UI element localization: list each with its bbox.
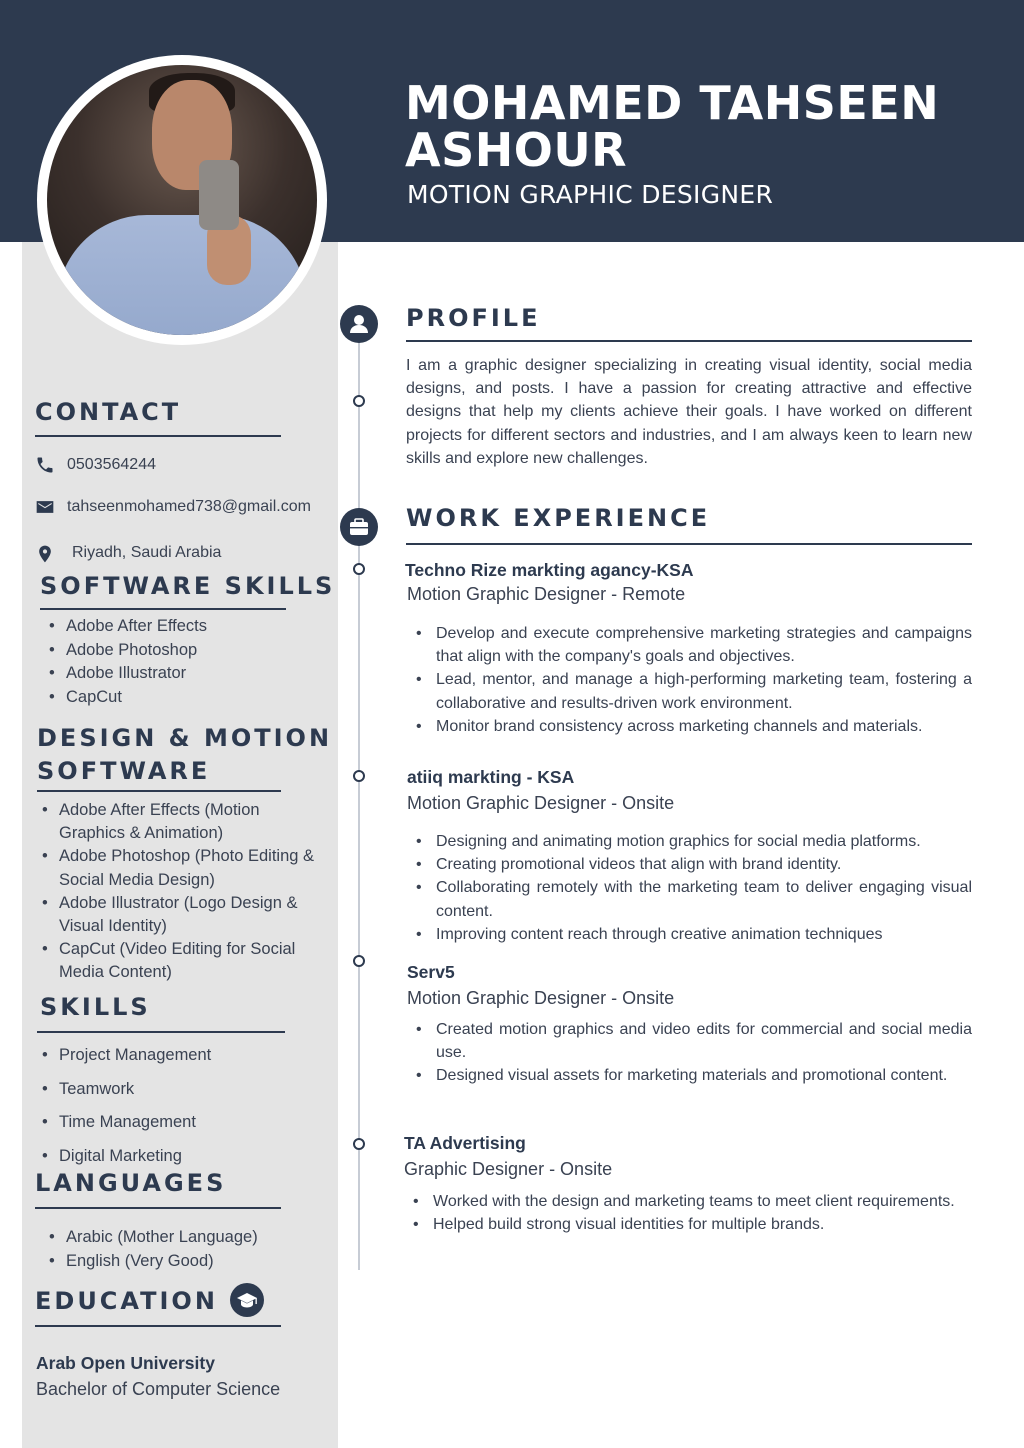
list-item: • Teamwork	[37, 1073, 211, 1107]
design-motion-heading-line-2: SOFTWARE	[37, 757, 211, 785]
languages-list	[44, 1226, 258, 1273]
list-item: • Creating promotional videos that align with brand identity.	[406, 853, 972, 876]
job-title: MOTION GRAPHIC DESIGNER	[407, 180, 774, 209]
list-item: • Adobe Illustrator (Logo Design & Visual Identity)	[37, 892, 314, 938]
profile-rule	[406, 340, 972, 342]
job-duties	[403, 1190, 969, 1236]
timeline-dot	[353, 1138, 365, 1150]
timeline-dot	[353, 955, 365, 967]
job-duties	[406, 1018, 972, 1088]
list-item: • Project Management	[37, 1039, 211, 1073]
job-role: Motion Graphic Designer - Onsite	[407, 793, 675, 813]
timeline-line	[358, 330, 360, 1270]
job-role: Graphic Designer - Onsite	[404, 1159, 613, 1179]
job-company: atiiq markting - KSA	[407, 767, 575, 787]
list-item: • Worked with the design and marketing teams to meet client requirements.	[403, 1190, 969, 1213]
list-item: • CapCut (Video Editing for Social Media Content)	[37, 938, 314, 984]
education-degree: Bachelor of Computer Science	[36, 1379, 281, 1399]
design-motion-heading	[37, 722, 332, 788]
list-item: • English (Very Good)	[44, 1250, 258, 1274]
location-pin-icon	[35, 543, 57, 563]
profile-heading: PROFILE	[406, 304, 541, 332]
location-text: Riyadh, Saudi Arabia	[72, 544, 222, 561]
list-item: • Adobe Photoshop (Photo Editing & Social Media Design)	[37, 845, 314, 891]
contact-email	[35, 497, 311, 517]
job-role: Motion Graphic Designer - Onsite	[407, 988, 675, 1008]
list-item: • Created motion graphics and video edits for commercial and social media use.	[406, 1018, 972, 1064]
education-rule	[35, 1325, 281, 1327]
timeline-dot	[353, 770, 365, 782]
list-item: • Adobe Photoshop	[44, 639, 207, 663]
education-heading: EDUCATION	[35, 1287, 218, 1315]
contact-rule	[35, 435, 281, 437]
profile-photo	[47, 65, 317, 335]
list-item: • Digital Marketing	[37, 1140, 211, 1174]
list-item: • Collaborating remotely with the marketing team to deliver engaging visual content.	[406, 876, 972, 922]
briefcase-icon	[340, 508, 378, 546]
software-skills-list	[44, 615, 207, 709]
list-item: • Lead, mentor, and manage a high-performing marketing team, fostering a collaborative and results-driven work environment.	[406, 668, 972, 714]
list-item: • Time Management	[37, 1106, 211, 1140]
list-item: • Improving content reach through creative animation techniques	[406, 923, 972, 946]
job-company: TA Advertising	[404, 1133, 526, 1153]
phone-icon	[35, 455, 57, 475]
design-motion-rule	[37, 790, 281, 792]
graduation-cap-icon	[230, 1283, 264, 1317]
job-company: Serv5	[407, 962, 455, 982]
person-name	[405, 76, 1005, 177]
name-line-1: MOHAMED TAHSEEN	[405, 76, 940, 130]
list-item: • CapCut	[44, 686, 207, 710]
list-item: • Develop and execute comprehensive marketing strategies and campaigns that align with the company's goals and objectives.	[406, 622, 972, 668]
list-item: • Helped build strong visual identities for multiple brands.	[403, 1213, 969, 1236]
job-duties	[406, 622, 972, 738]
contact-location	[35, 543, 221, 563]
contact-heading: CONTACT	[35, 398, 182, 426]
languages-heading: LANGUAGES	[35, 1169, 227, 1197]
languages-rule	[35, 1207, 281, 1209]
job-role: Motion Graphic Designer - Remote	[407, 584, 686, 604]
list-item: • Arabic (Mother Language)	[44, 1226, 258, 1250]
contact-phone	[35, 455, 156, 475]
list-item: • Monitor brand consistency across marketing channels and materials.	[406, 715, 972, 738]
job-company: Techno Rize markting agancy-KSA	[405, 560, 694, 580]
list-item: • Designed visual assets for marketing materials and promotional content.	[406, 1064, 972, 1087]
skills-rule	[37, 1031, 285, 1033]
software-skills-heading: SOFTWARE SKILLS	[40, 572, 336, 600]
profile-text: I am a graphic designer specializing in creating visual identity, social media designs, and posts. I have a passion for creating attractive and effective designs that help my clients achieve their goals. I have worked on different projects for different sectors and industries, and I am always keen to learn new skills and explore new challenges.	[406, 357, 972, 467]
list-item: • Designing and animating motion graphics for social media platforms.	[406, 830, 972, 853]
work-experience-rule	[406, 543, 972, 545]
education-school: Arab Open University	[36, 1353, 215, 1373]
list-item: • Adobe Illustrator	[44, 662, 207, 686]
phone-number: 0503564244	[67, 456, 156, 473]
mail-icon	[35, 497, 57, 517]
person-icon	[340, 305, 378, 343]
work-experience-heading: WORK EXPERIENCE	[406, 504, 711, 532]
list-item: • Adobe After Effects (Motion Graphics & Animation)	[37, 799, 314, 845]
timeline-dot	[353, 563, 365, 575]
name-line-2: ASHOUR	[405, 123, 628, 177]
skills-list	[37, 1039, 211, 1173]
email-address: tahseenmohamed738@gmail.com	[67, 498, 311, 515]
design-motion-list	[37, 799, 314, 985]
timeline-dot	[353, 395, 365, 407]
design-motion-heading-line-1: DESIGN & MOTION	[37, 724, 333, 752]
list-item: • Adobe After Effects	[44, 615, 207, 639]
skills-heading: SKILLS	[40, 993, 151, 1021]
software-skills-rule	[40, 608, 286, 610]
job-duties	[406, 830, 972, 946]
